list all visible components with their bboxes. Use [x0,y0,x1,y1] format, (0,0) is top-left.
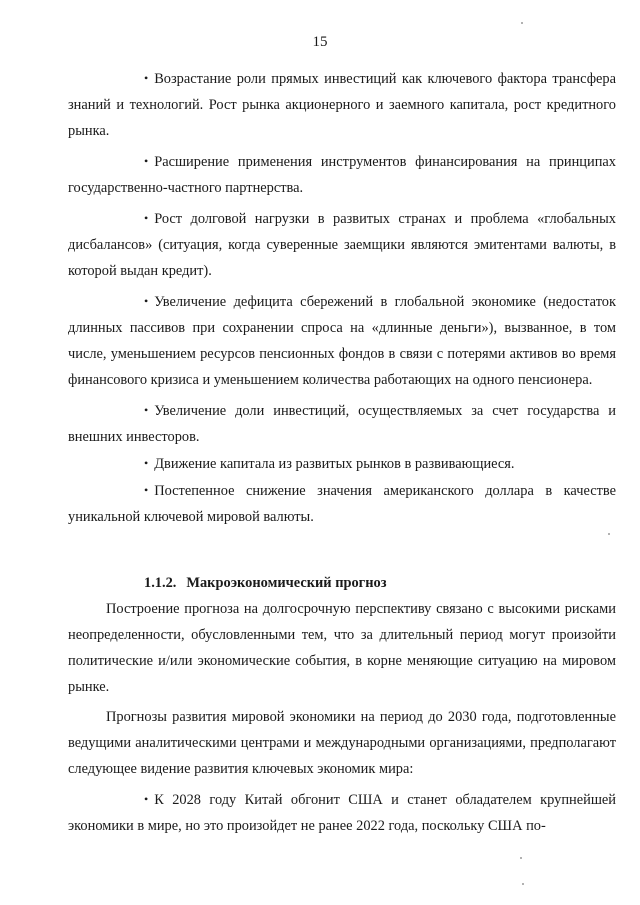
bullet-item [68,450,616,477]
section-number: 1.1.2. [144,575,177,591]
bullet-item [68,477,616,530]
page-content [68,65,616,839]
bullet-icon: • [144,403,149,417]
bullet-text: Увеличение доли инвестиций, осуществляемых за счет государства и внешних инвесторов. [68,403,616,445]
bullet-item [68,397,616,450]
bullet-text: Возрастание роли прямых инвестиций как ключевого фактора трансфера знаний и технологий. Рост рынка акционерного и заемного капитала, рост кредитного рынка. [68,71,616,139]
page-number: 15 [312,34,328,50]
bullet-icon: • [144,71,149,85]
scan-speck [608,533,610,535]
bullet-text: Постепенное снижение значения американского доллара в качестве уникальной ключевой мировой валюты. [68,483,616,525]
bullet-item [68,288,616,393]
bullet-text: Расширение применения инструментов финансирования на принципах государственно-частного партнерства. [68,154,616,196]
bullet-icon: • [144,294,149,308]
bullet-item [68,786,616,839]
section-title: Макроэкономический прогноз [186,575,387,591]
scan-speck [521,22,523,24]
bullet-text: К 2028 году Китай обгонит США и станет обладателем крупнейшей экономики в мире, но это произойдет не ранее 2022 года, поскольку США по- [68,792,616,834]
bullet-icon: • [144,483,149,497]
bullet-icon: • [144,792,149,806]
body-paragraph: Построение прогноза на долгосрочную перспективу связано с высокими рисками неопределенности, обусловленными тем, что за длительный период могут произойти политические и/или экономические события, в корне меняющие ситуацию на мировом рынке. [68,601,616,695]
bullet-text: Рост долговой нагрузки в развитых странах и проблема «глобальных дисбалансов» (ситуация, когда суверенные заемщики являются эмитентами валюты, в которой выдан кредит). [68,211,616,279]
bullet-item [68,65,616,144]
bullet-text: Движение капитала из развитых рынков в развивающиеся. [154,456,515,472]
bullet-item [68,148,616,201]
scan-speck [522,883,524,885]
section-heading [68,570,616,596]
scan-speck [520,857,522,859]
bullet-icon: • [144,211,149,225]
bullet-icon: • [144,456,149,470]
body-paragraph: Прогнозы развития мировой экономики на период до 2030 года, подготовленные ведущими аналитическими центрами и международными организациями, предполагают следующее видение развития ключевых экономик мира: [68,709,616,777]
bullet-item [68,205,616,284]
bullet-text: Увеличение дефицита сбережений в глобальной экономике (недостаток длинных пассивов при сохранении спроса на «длинные деньги»), вызванное, в том числе, уменьшением ресурсов пенсионных фондов в связи с потерями активов во время финансового кризиса и уменьшением количества работающих на одного пенсионера. [68,294,616,388]
bullet-icon: • [144,154,149,168]
